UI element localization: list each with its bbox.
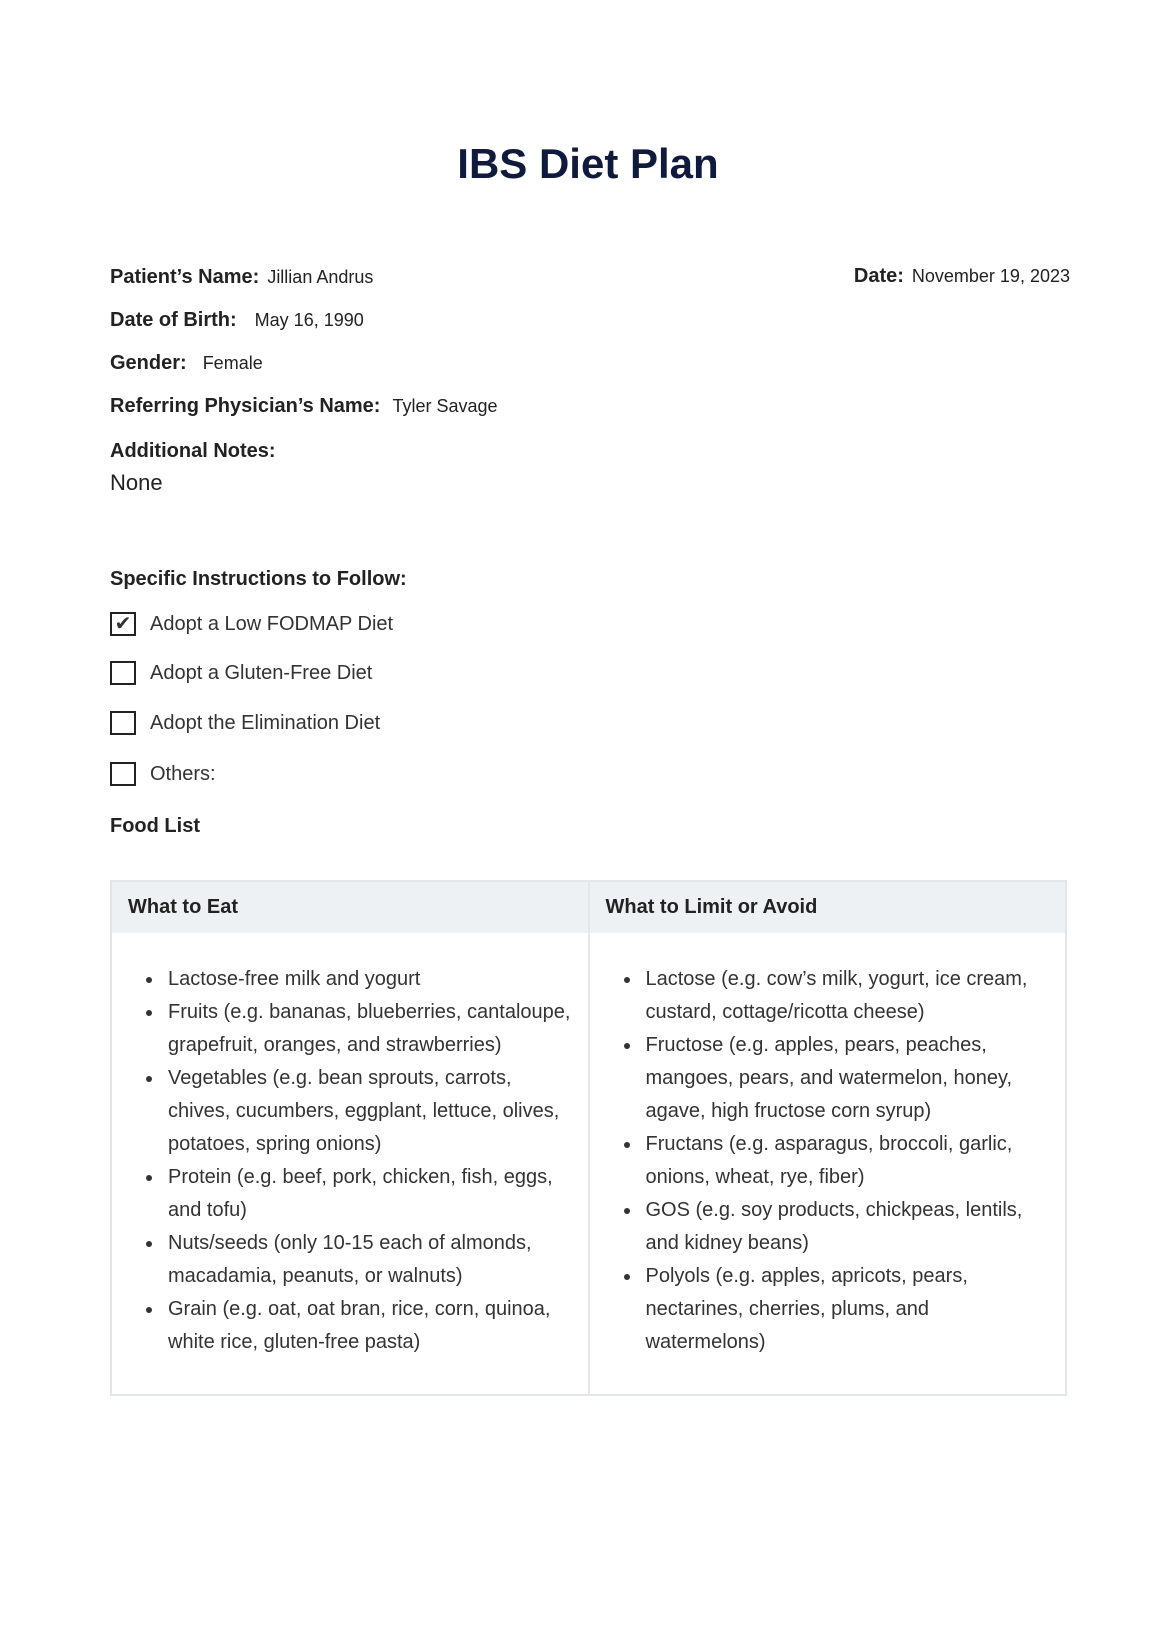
eat-list-item: • Protein (e.g. beef, pork, chicken, fish, eggs, and tofu) — [164, 1161, 572, 1227]
patient-name-label: Patient’s Name: — [110, 266, 260, 288]
avoid-cell — [589, 933, 1067, 1395]
notes-label-text: Additional Notes: — [110, 440, 276, 462]
dob-row — [110, 309, 364, 332]
checkbox-empty-icon[interactable] — [110, 661, 136, 685]
physician-label: Referring Physician’s Name: — [110, 395, 381, 417]
checkbox-elimination[interactable] — [110, 711, 380, 735]
checkbox-empty-icon[interactable] — [110, 762, 136, 786]
avoid-list-item: • Lactose (e.g. cow’s milk, yogurt, ice cream, custard, cottage/ricotta cheese) — [642, 963, 1050, 1029]
checkbox-empty-icon[interactable] — [110, 711, 136, 735]
instructions-heading: Specific Instructions to Follow: — [110, 568, 407, 590]
eat-list-item: • Vegetables (e.g. bean sprouts, carrots, chives, cucumbers, eggplant, lettuce, olives, potatoes, spring onions) — [164, 1062, 572, 1161]
food-list-heading: Food List — [110, 815, 200, 837]
patient-name-row — [110, 266, 373, 289]
column-header-avoid: What to Limit or Avoid — [589, 881, 1067, 933]
checkbox-checked-icon[interactable]: ✔ — [110, 612, 136, 636]
checkbox-label: Adopt a Gluten-Free Diet — [150, 661, 373, 684]
avoid-list-item: • Fructose (e.g. apples, pears, peaches, mangoes, pears, and watermelon, honey, agave, high fructose corn syrup) — [642, 1029, 1050, 1128]
avoid-list-item: • GOS (e.g. soy products, chickpeas, lentils, and kidney beans) — [642, 1194, 1050, 1260]
checkbox-gluten-free[interactable] — [110, 661, 372, 685]
dob-value: May 16, 1990 — [254, 310, 364, 330]
notes-label — [110, 440, 276, 463]
column-header-eat: What to Eat — [111, 881, 589, 933]
eat-list — [128, 963, 572, 1359]
checkbox-label: Adopt a Low FODMAP Diet — [150, 612, 394, 635]
checkbox-low-fodmap[interactable] — [110, 612, 393, 636]
gender-value: Female — [202, 353, 263, 373]
eat-list-item: • Grain (e.g. oat, oat bran, rice, corn, quinoa, white rice, gluten-free pasta) — [164, 1293, 572, 1359]
date-row — [854, 265, 1070, 288]
date-label: Date: — [853, 265, 904, 287]
patient-name-value: Jillian Andrus — [267, 267, 374, 287]
avoid-list — [606, 963, 1050, 1359]
date-value: November 19, 2023 — [911, 266, 1070, 286]
checkbox-others[interactable] — [110, 762, 216, 786]
dob-label: Date of Birth: — [110, 309, 237, 331]
avoid-list-item: • Fructans (e.g. asparagus, broccoli, garlic, onions, wheat, rye, fiber) — [642, 1128, 1050, 1194]
food-list-table — [110, 880, 1067, 1396]
gender-row — [110, 352, 263, 375]
physician-row — [110, 395, 498, 418]
eat-list-item: • Fruits (e.g. bananas, blueberries, cantaloupe, grapefruit, oranges, and strawberries) — [164, 996, 572, 1062]
eat-list-item: • Lactose-free milk and yogurt — [164, 963, 572, 996]
gender-label: Gender: — [110, 352, 187, 374]
notes-value: None — [110, 470, 163, 495]
physician-value: Tyler Savage — [392, 396, 498, 416]
eat-list-item: • Nuts/seeds (only 10-15 each of almonds, macadamia, peanuts, or walnuts) — [164, 1227, 572, 1293]
checkbox-label: Others: — [150, 762, 216, 785]
avoid-list-item: • Polyols (e.g. apples, apricots, pears, nectarines, cherries, plums, and watermelons) — [642, 1260, 1050, 1359]
eat-cell — [111, 933, 589, 1395]
checkbox-label: Adopt the Elimination Diet — [150, 711, 381, 734]
page-title: IBS Diet Plan — [457, 140, 719, 187]
